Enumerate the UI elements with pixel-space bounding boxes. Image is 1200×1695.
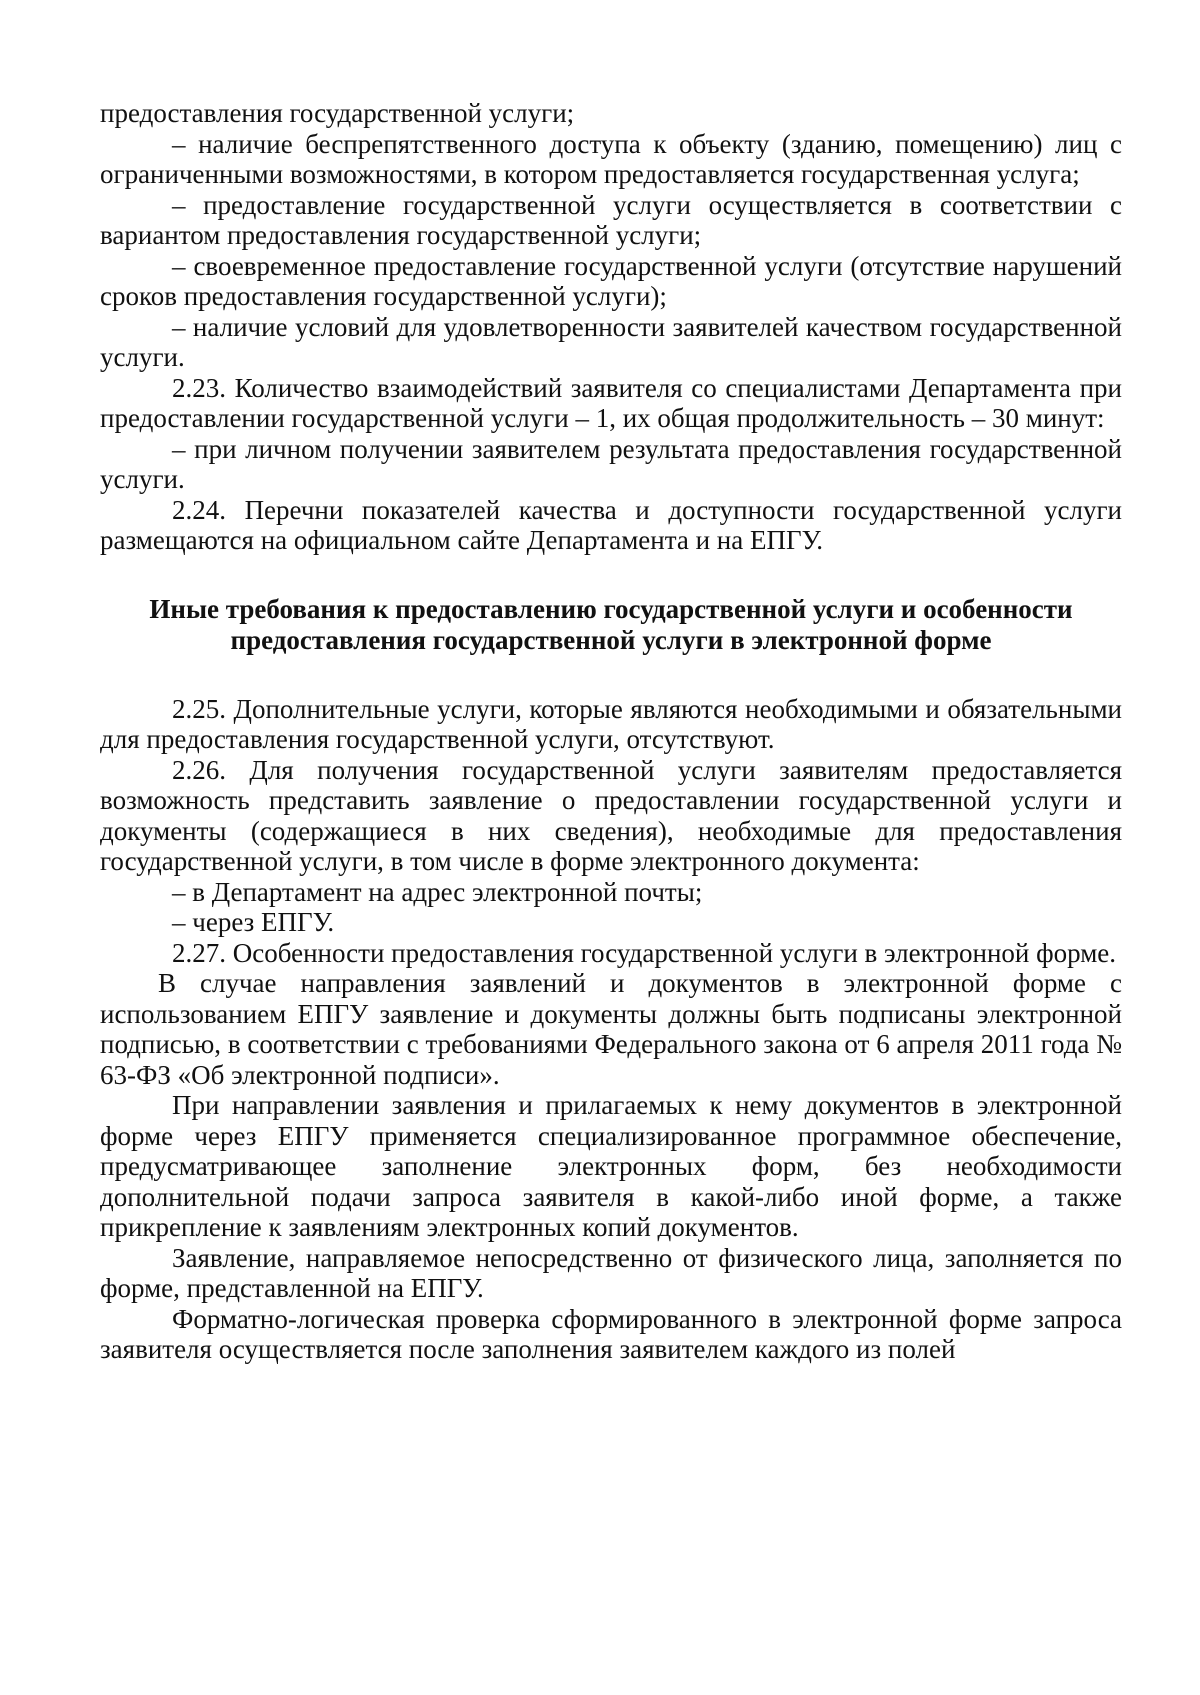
paragraph-specialized-software: При направлении заявления и прилагаемых к нему документов в электронной форме через ЕПГУ применяется специализированное программное обеспечение, предусматривающее заполнение электронных форм, без необходимости дополнительной подачи запроса заявителя в какой-либо иной форме, а также прикрепление к заявлениям электронных копий документов.	[100, 1090, 1122, 1242]
paragraph-application-form: Заявление, направляемое непосредственно от физического лица, заполняется по форме, представленной на ЕПГУ.	[100, 1242, 1122, 1303]
section-heading-line-2: предоставления государственной услуги в электронной форме	[230, 624, 992, 655]
paragraph-2-24: 2.24. Перечни показателей качества и доступности государственной услуги размещаются на официальном сайте Департамента и на ЕПГУ.	[100, 494, 1122, 555]
paragraph-2-27: 2.27. Особенности предоставления государственной услуги в электронной форме.	[172, 937, 1117, 968]
list-item-timely-provision: – своевременное предоставление государственной услуги (отсутствие нарушений сроков предоставления государственной услуги);	[100, 250, 1122, 311]
list-item-barrier-free-access: – наличие беспрепятственного доступа к объекту (зданию, помещению) лиц с ограниченными возможностями, в котором предоставляется государственная услуга;	[100, 128, 1122, 189]
list-item-personal-receipt: – при личном получении заявителем результата предоставления государственной услуги.	[100, 433, 1122, 494]
paragraph-2-25: 2.25. Дополнительные услуги, которые являются необходимыми и обязательными для предоставления государственной услуги, отсутствуют.	[100, 693, 1122, 754]
paragraph-format-logic-check: Форматно-логическая проверка сформированного в электронной форме запроса заявителя осуществляется после заполнения заявителем каждого из полей	[100, 1303, 1122, 1364]
paragraph-continuation: предоставления государственной услуги;	[100, 98, 575, 128]
list-item-satisfaction-conditions: – наличие условий для удовлетворенности заявителей качеством государственной услуги.	[100, 311, 1122, 372]
document-body	[100, 98, 1122, 1365]
paragraph-electronic-signature: В случае направления заявлений и документов в электронной форме с использованием ЕПГУ заявление и документы должны быть подписаны электронной подписью, в соответствии с требованиями Федерального закона от 6 апреля 2011 года № 63-ФЗ «Об электронной подписи».	[100, 968, 1122, 1090]
list-item-service-variant: – предоставление государственной услуги осуществляется в соответствии с вариантом предоставления государственной услуги;	[100, 189, 1122, 250]
paragraph-2-23: 2.23. Количество взаимодействий заявителя со специалистами Департамента при предоставлении государственной услуги – 1, их общая продолжительность – 30 минут:	[100, 372, 1122, 433]
paragraph-2-26: 2.26. Для получения государственной услуги заявителям предоставляется возможность представить заявление о предоставлении государственной услуги и документы (содержащиеся в них сведения), необходимые для предоставления государственной услуги, в том числе в форме электронного документа:	[100, 754, 1122, 876]
section-heading-line-1: Иные требования к предоставлению государственной услуги и особенности	[149, 593, 1073, 624]
list-item-email: – в Департамент на адрес электронной почты;	[172, 876, 703, 907]
section-heading	[100, 594, 1122, 656]
list-item-epgu: – через ЕПГУ.	[172, 907, 335, 937]
